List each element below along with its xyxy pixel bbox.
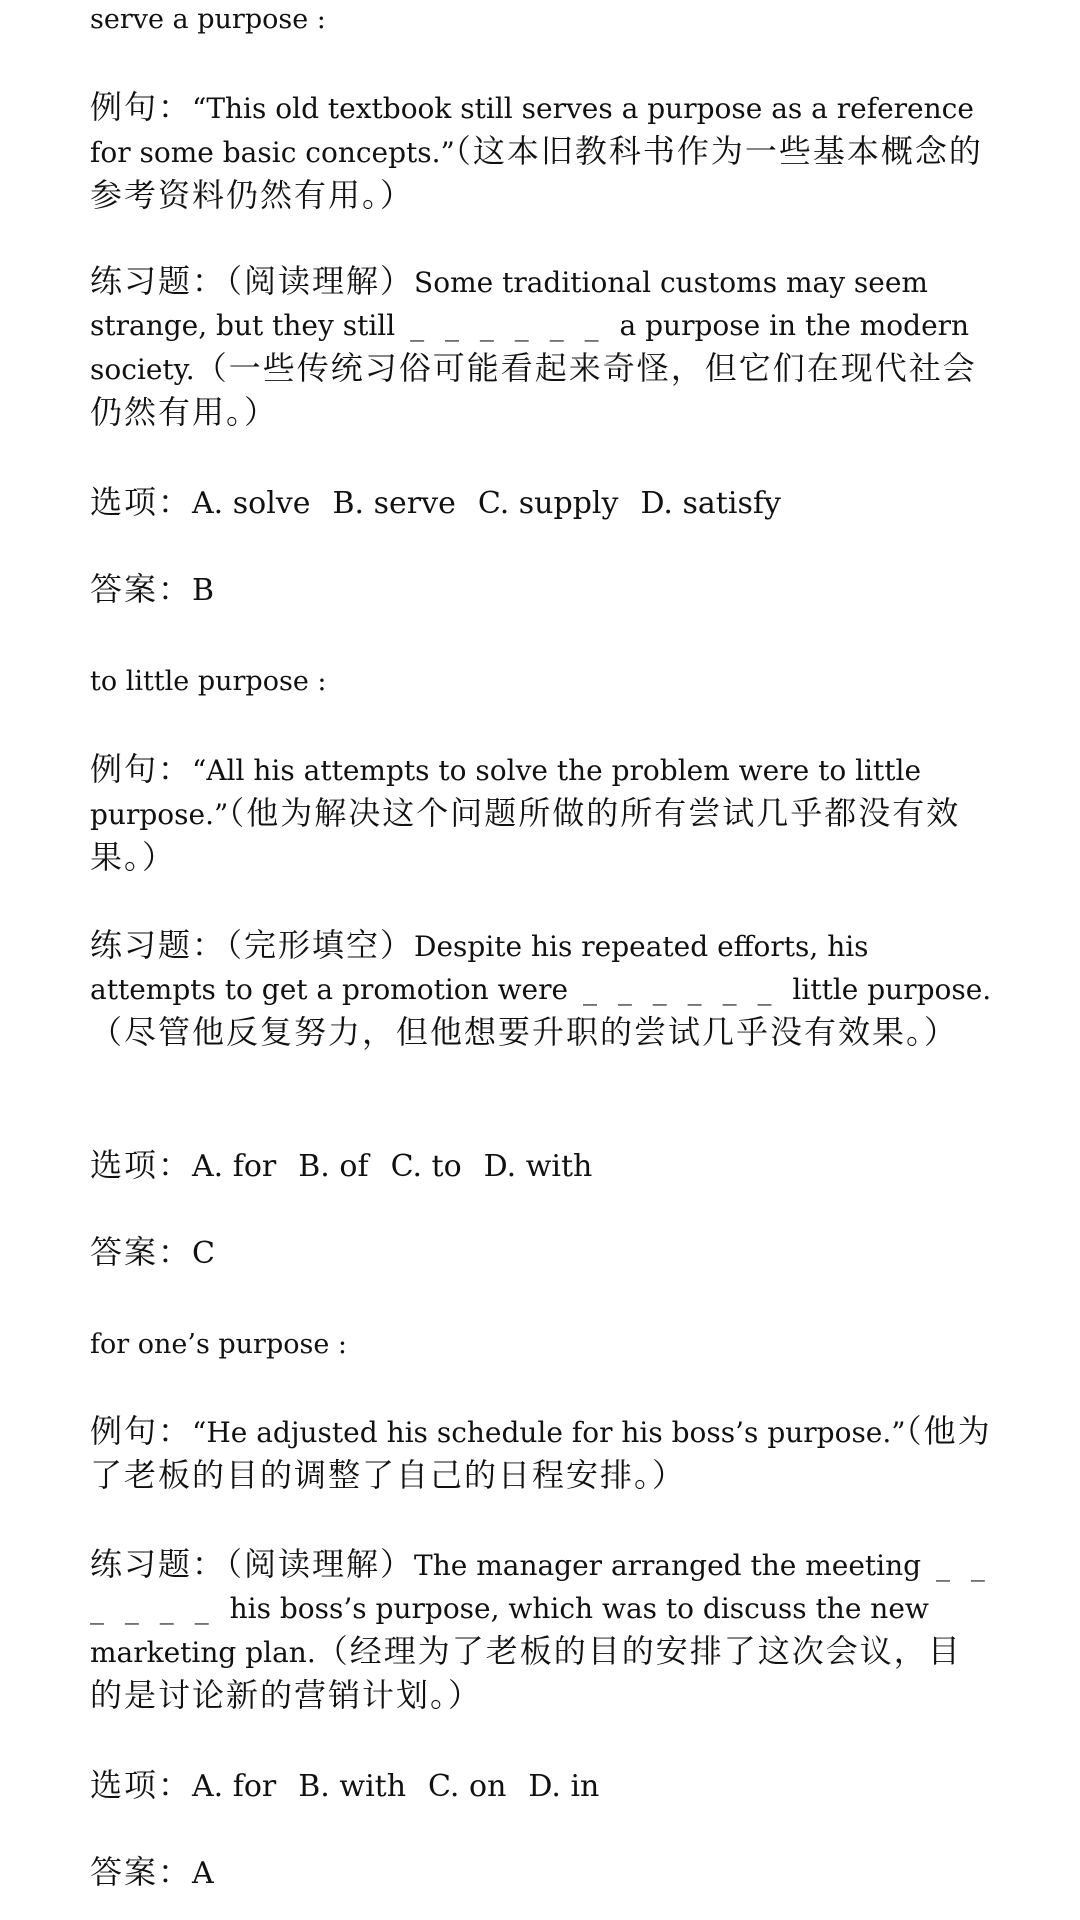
exercise-label: 练习题： bbox=[90, 262, 227, 300]
exercise-label: 练习题： bbox=[90, 926, 227, 964]
phrase-heading: serve a purpose : bbox=[90, 4, 326, 35]
example-chinese: （这本旧教科书作为一些基本概念的参考资料仍然有用。） bbox=[90, 132, 983, 214]
example-label: 例句： bbox=[90, 1412, 193, 1450]
options-label: 选项： bbox=[90, 483, 193, 521]
example-label: 例句： bbox=[90, 750, 193, 788]
answer-blank: _ _ _ _ _ _ bbox=[90, 1549, 991, 1625]
example-label: 例句： bbox=[90, 88, 193, 126]
exercise-text-after: his boss’s purpose, which was to discuss the new marketing plan. bbox=[90, 1592, 929, 1669]
exercise-text-before: Some traditional customs may seem strange, but they still bbox=[90, 266, 928, 342]
options-label: 选项： bbox=[90, 1146, 193, 1184]
exercise-question bbox=[90, 1543, 995, 1718]
option-a: A. for bbox=[192, 1149, 277, 1184]
example-english: “He adjusted his schedule for his boss’s purpose.” bbox=[192, 1416, 906, 1449]
example-sentence bbox=[90, 1410, 995, 1498]
example-sentence bbox=[90, 86, 995, 218]
option-d: D. with bbox=[483, 1149, 593, 1184]
options-line bbox=[90, 480, 995, 526]
option-b: B. serve bbox=[332, 486, 456, 521]
options-label: 选项： bbox=[90, 1766, 193, 1804]
exercise-question bbox=[90, 260, 995, 435]
options-line bbox=[90, 1763, 995, 1809]
exercise-chinese: （一些传统习俗可能看起来奇怪，但它们在现代社会仍然有用。） bbox=[90, 349, 977, 431]
exercise-text-before: The manager arranged the meeting bbox=[414, 1549, 922, 1582]
option-a: A. for bbox=[192, 1769, 277, 1804]
answer-value: A bbox=[192, 1856, 214, 1891]
exercise-label: 练习题： bbox=[90, 1545, 227, 1583]
example-chinese: （他为了老板的目的调整了自己的日程安排。） bbox=[90, 1412, 992, 1494]
option-b: B. with bbox=[298, 1769, 407, 1804]
answer-value: B bbox=[192, 573, 215, 608]
answer-blank: _ _ _ _ _ _ bbox=[582, 973, 778, 1006]
option-c: C. to bbox=[390, 1149, 462, 1184]
option-c: C. supply bbox=[477, 486, 619, 521]
exercise-type: （完形填空） bbox=[226, 926, 415, 964]
example-sentence bbox=[90, 748, 995, 880]
exercise-text-before: Despite his repeated efforts, his attempts to get a promotion were bbox=[90, 930, 869, 1006]
phrase-heading: to little purpose : bbox=[90, 666, 327, 697]
answer-label: 答案： bbox=[90, 1233, 193, 1271]
exercise-question bbox=[90, 924, 995, 1055]
option-b: B. of bbox=[298, 1149, 369, 1184]
exercise-chinese: （尽管他反复努力，但他想要升职的尝试几乎没有效果。） bbox=[90, 1013, 959, 1051]
option-d: D. in bbox=[528, 1769, 600, 1804]
option-c: C. on bbox=[428, 1769, 507, 1804]
option-d: D. satisfy bbox=[640, 486, 781, 521]
answer-label: 答案： bbox=[90, 570, 193, 608]
example-english: “All his attempts to solve the problem were to little purpose.” bbox=[90, 754, 922, 831]
exercise-text-after: little purpose. bbox=[792, 973, 992, 1006]
exercise-type: （阅读理解） bbox=[226, 1545, 415, 1583]
option-a: A. solve bbox=[192, 486, 311, 521]
phrase-heading: for one’s purpose : bbox=[90, 1329, 348, 1360]
answer-blank: _ _ _ _ _ _ bbox=[410, 309, 605, 342]
answer-line bbox=[90, 567, 995, 613]
exercise-chinese: （经理为了老板的目的安排了这次会议，目的是讨论新的营销计划。） bbox=[90, 1632, 962, 1714]
exercise-text-after: a purpose in the modern society. bbox=[90, 309, 970, 386]
answer-label: 答案： bbox=[90, 1853, 193, 1891]
example-english: “This old textbook still serves a purpose as a reference for some basic concepts.” bbox=[90, 92, 974, 169]
exercise-type: （阅读理解） bbox=[226, 262, 415, 300]
answer-line bbox=[90, 1230, 995, 1276]
options-line bbox=[90, 1143, 995, 1189]
answer-value: C bbox=[192, 1236, 215, 1271]
example-chinese: （他为解决这个问题所做的所有尝试几乎都没有效果。） bbox=[90, 794, 961, 876]
answer-line bbox=[90, 1850, 995, 1896]
